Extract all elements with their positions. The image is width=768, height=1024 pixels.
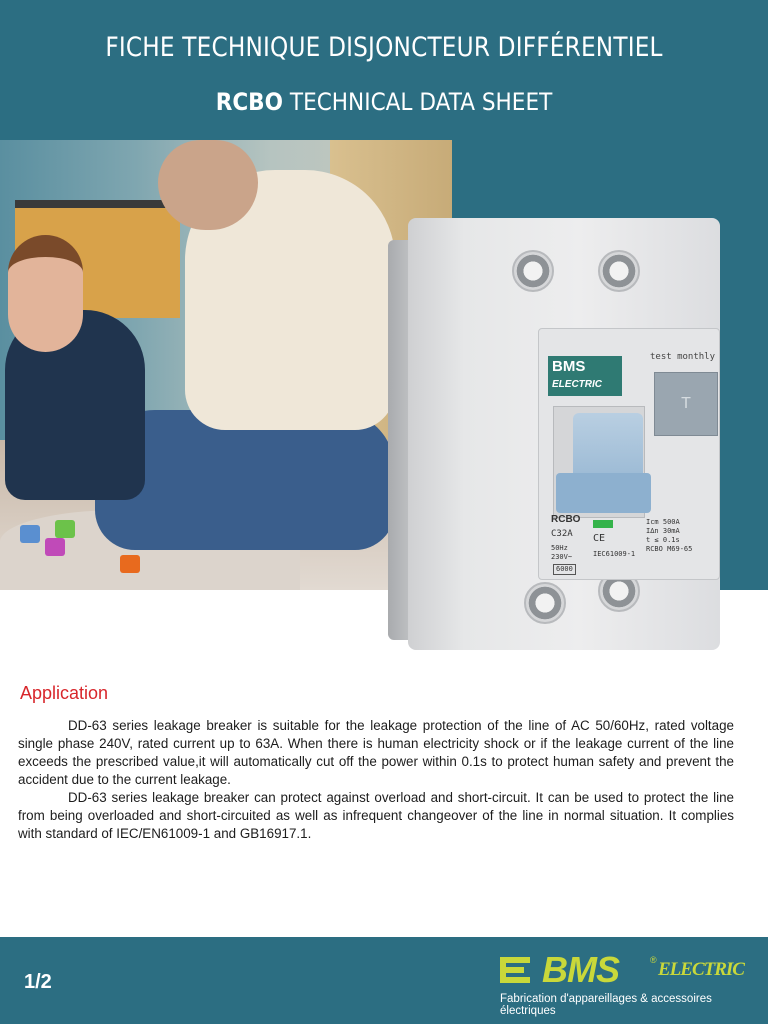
breaking-capacity-label: 6000 <box>553 564 576 575</box>
voltage-label: 230V~ <box>551 553 573 561</box>
page-number: 1/2 <box>24 971 52 993</box>
footer-band <box>0 937 768 1024</box>
family-photo <box>0 140 452 590</box>
ce-mark: CE <box>593 533 606 544</box>
page-title-en <box>38 88 729 116</box>
test-monthly-label: test monthly <box>650 352 716 362</box>
page-title-fr: FICHE TECHNIQUE DISJONCTEUR DIFFÉRENTIEL <box>105 32 663 63</box>
title-en-bold: RCBO <box>215 88 284 116</box>
application-heading: Application <box>20 683 109 703</box>
application-paragraph-2: DD-63 series leakage breaker can protect against overload and short-circuit. It can be used to protect the line from being overloaded and short-circuited as well as infrequent changeover of the line in normal situation. It complies with standard of IEC/EN61009-1 and GB16917.1. <box>18 790 734 841</box>
model-label: RCBO <box>551 514 581 525</box>
spec-1: Icm 500A <box>646 518 680 526</box>
test-button-graphic: T <box>654 372 718 436</box>
rating-label: C32A <box>551 529 573 539</box>
brand-tagline: Fabrication d'appareillages & accessoires électriques <box>500 993 712 1017</box>
spec-3: t ≤ 0.1s <box>646 536 680 544</box>
product-logo: BMS ELECTRIC <box>548 356 622 396</box>
green-indicator <box>593 520 613 528</box>
brand-name: BMS <box>542 949 619 990</box>
spec-4: RCBO M69-65 <box>646 545 693 553</box>
brand-sub: ELECTRIC <box>658 959 744 980</box>
freq-label: 50Hz <box>551 544 568 552</box>
spec-2: I∆n 30mA <box>646 527 680 535</box>
bms-logo-icon <box>500 957 536 983</box>
bms-electric-logo: BMS ® ELECTRIC <box>500 955 750 985</box>
standard-label: IEC61009-1 <box>593 550 636 558</box>
application-paragraph-1: DD-63 series leakage breaker is suitable for the leakage protection of the line of AC 50/60Hz, rated voltage single phase 240V, rated current up to 63A. When there is human electricity shock or if the leakage current of the line exceeds the prescribed value,it will automatically cut off the power within 0.1s to protect human safety and prevent the accident due to the current leakage. <box>18 718 734 787</box>
rcbo-product-image <box>388 218 720 650</box>
application-body <box>18 717 734 843</box>
title-en-rest: TECHNICAL DATA SHEET <box>283 88 553 116</box>
